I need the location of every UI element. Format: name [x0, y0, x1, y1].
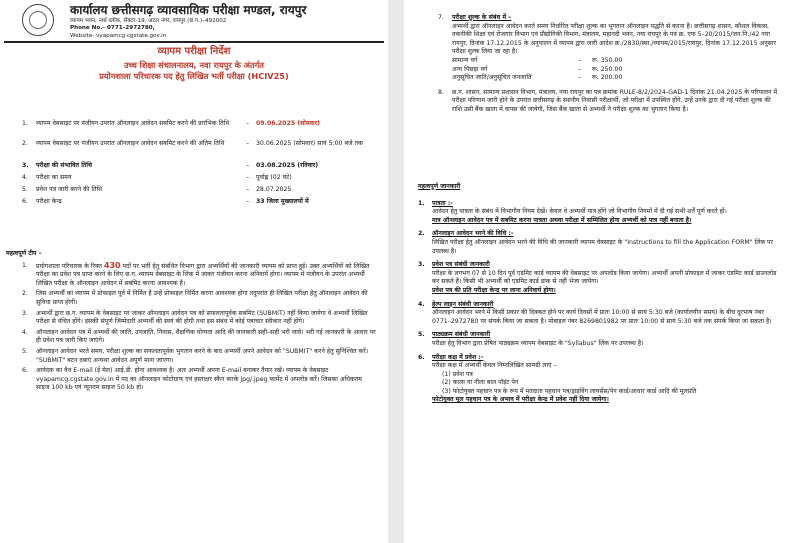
row-value: 09.06.2025 (सोमवार)	[256, 120, 321, 127]
schedule-table	[22, 120, 372, 210]
row-number: 1.	[22, 120, 28, 127]
note-item: 1. प्रयोगशाला परिचारक के रिक्त 430 पदों पर भर्ती हेतु संबंधित विभाग द्वारा अभ्यर्थियों की जानकारी व्यापम को प्राप्त हुई। उक्त अभ्यर्थियों को लिखित परीक्षा का प्रवेश पत्र प्राप्त करने के लिए छ.ग. व्यापम वेबसाइट के लिंक में जाकर पंजीयन करना अनिवार्य होगा। व्यापम में पंजीयन के उपरांत अभ्यर्थी लिखित परीक्षा के ऑनलाइन आवेदन में सबमिट करना आवश्यक है।	[22, 260, 370, 287]
allowed-item: (2) काला या नीला बाल पॉइंट पेन	[442, 379, 519, 387]
row-label: व्यापम वेबसाइट पर पंजीयन उपरांत ऑनलाइन आवेदन सबमिट करने की प्रारंभिक तिथि	[36, 120, 230, 127]
fee-section: 7. परीक्षा शुल्क के संबंध में – अभ्यर्थी द्वारा ऑनलाइन आवेदन करते समय निर्धारित परीक्षा शुल्क का भुगतान ऑनलाइन पद्धति से करना है। छत्तीसगढ़ शासन, कौशल विकास, तकनीकी शिक्षा एवं रोजगार विभाग एवं प्रौद्योगिकी विभाग, मंत्रालय, महानदी भवन, नया रायपुर के पत्र क्र. एफ 5–20/2015/जन.नि./42 नया रायपुर, दिनांक 17.12.2015 के अनुपालन में व्यापम द्वारा जारी आदेश क्र./2830/स्था./व्यापम/2015/रायपुर, दिनांक 17.12.2015 अनुसार परीक्षा शुल्क लिया जा रहा है। सामान्य वर्ग – रू. 350.00 अन्य पिछड़ा वर्ग – रू. 250.00 अनुसूचित जाति/अनुसूचित जनजाति – रू. 200.00 8. छ.ग. शासन, सामान्य प्रशासन विभाग, मंत्रालय, नया रायपुर का पत्र क्रमांक RULE-8/2/2024-GAD-1 दिनांक 21.04.2025 के परिपालन में परीक्षा परिणाम जारी होने के उपरांत छत्तीसगढ़ के स्थानीय निवासी परीक्षार्थी, जो परीक्षा में उपस्थित होंगे, उन्हें उनके द्वारा दी गई परीक्षा शुल्क की राशि उसी बैंक खाता में वापस की जायेगी, जिस बैंक खाता से अभ्यर्थी ने परीक्षा शुल्क का भुगतान किया है।	[438, 14, 782, 115]
row-value: 30.06.2025 (सोमवार) सायं 5:00 बजे तक	[256, 140, 363, 147]
office-header	[70, 3, 378, 40]
info-section: 3. प्रवेश पत्र संबंधी जानकारी परीक्षा के लगभग 07 से 10 दिन पूर्व एडमिट कार्ड व्यापम की वेबसाइट पर अपलोड किया जायेगा। अभ्यर्थी अपनी प्रोफाइल में जाकर एडमिट कार्ड डाउनलोड कर सकते हैं। किसी भी अभ्यर्थी को एडमिट कार्ड डाक से नहीं भेजा जायेगा। प्रवेश पत्र की प्रति परीक्षा केन्द्र पर लाना अनिवार्य होगा।	[418, 261, 777, 294]
header-rule	[4, 41, 384, 43]
note-item: 6. आवेदक का वैध E-mail (ई मेल) आई.डी. होना आवश्यक है। अतः अभ्यर्थी अपना E-mail बनाकर तैयार रखें। व्यापम के वेबसाइट vyapamcg.cgstate.gov.in में पद का ऑनलाइन फोटोग्राफ एवं हस्ताक्षर स्कैन करके jpg/.jpeg फार्मेट में अपलोड करें। जिसका अधिकतम साइज 100 kb एवं न्यूनतम साइज 50 kb हो।	[22, 367, 362, 392]
page-gap	[388, 0, 404, 543]
row-label: परीक्षा का समय	[36, 174, 72, 181]
org-name: कार्यालय छत्तीसगढ़ व्यावसायिक परीक्षा मण्डल, रायपुर	[70, 3, 307, 17]
info-section: 6. परीक्षा कक्ष में प्रवेश :- परीक्षा कक्ष में अभ्यर्थी केवल निम्नलिखित सामग्री लाएं – (1) प्रवेश पत्र (2) काला या नीला बाल पॉइंट पेन (3) फोटोयुक्त पहचान पत्र के रूप में मतदाता पहचान पत्र/ड्राइविंग लायसेंस/पेन कार्ड/आधार कार्ड आदि की मूलप्रति फोटोयुक्त मूल पहचान पत्र के अभाव में परीक्षा केन्द्र में प्रवेश नहीं दिया जायेगा।	[418, 354, 782, 406]
org-phone: Phone No.– 0771–2972780,	[70, 25, 155, 32]
fee-list	[452, 57, 782, 83]
info-section: 1. पात्रता :- आवेदन हेतु पात्रता के संबंध में विभागीय नियम देखें। केवल वे अभ्यर्थी पात्र होंगे जो विभागीय नियमों में दी गई सभी शर्तें पूर्ण करते हों। मात्र ऑनलाइन आवेदन पत्र में सबमिट करना पात्रता अथवा परीक्षा में सम्मिलित होना अभ्यर्थी को पात्र नहीं बनाता है।	[418, 199, 727, 224]
allowed-item: (3) फोटोयुक्त पहचान पत्र के रूप में मतदाता पहचान पत्र/ड्राइविंग लायसेंस/पेन कार्ड/आधार कार्ड आदि की मूलप्रति	[442, 387, 697, 395]
notice-subtitle-2: प्रयोगशाला परिचारक पद हेतु लिखित भर्ती परीक्षा (HCIV25)	[99, 71, 289, 81]
info-section: 4. हेल्प लाइन संबंधी जानकारी ऑनलाइन आवेदन भरने में किसी प्रकार की दिक्कत होने पर कार्य दिवसों में प्रातः 10:00 से सायं 5:30 बजे (कार्यालयीन समय) के बीच दूरभाष नंबर 0771–2972780 पर संपर्क किया जा सकता है। मोबाइल नंबर 8269801982 पर प्रातः 10:00 से सायं 5:30 बजे तक संपर्क किया जा सकता है।	[418, 300, 772, 325]
fee-intro: अभ्यर्थी द्वारा ऑनलाइन आवेदन करते समय निर्धारित परीक्षा शुल्क का भुगतान ऑनलाइन पद्धति से करना है। छत्तीसगढ़ शासन, कौशल विकास, तकनीकी शिक्षा एवं रोजगार विभाग एवं प्रौद्योगिकी विभाग, मंत्रालय, महानदी भवन, नया रायपुर के पत्र क्र. एफ 5–20/2015/जन.नि./42 नया रायपुर, दिनांक 17.12.2015 के अनुपालन में व्यापम द्वारा जारी आदेश क्र./2830/स्था./व्यापम/2015/रायपुर, दिनांक 17.12.2015 अनुसार परीक्षा शुल्क लिया जा रहा है।	[452, 22, 777, 56]
org-address: व्यापम भवन, नार्थ ब्लॉक, सेक्टर-19, अटल नगर, रायपुर (छ.ग.)–492002	[70, 18, 227, 24]
info-section: 5. पाठ्यक्रम संबंधी जानकारी परीक्षा हेतु विभाग द्वारा प्रेषित पाठ्यक्रम व्यापम वेबसाइट के "Syllabus" लिंक पर उपलब्ध है।	[418, 331, 644, 347]
vacancy-count: 430	[103, 260, 121, 270]
fee-row: अनुसूचित जाति/अनुसूचित जनजाति – रू. 200.00	[452, 74, 623, 82]
row-label: व्यापम वेबसाइट पर पंजीयन उपरांत ऑनलाइन आवेदन सबमिट करने की अंतिम तिथि	[36, 140, 225, 147]
fee-row: अन्य पिछड़ा वर्ग – रू. 250.00	[452, 65, 623, 73]
allowed-item: (1) प्रवेश पत्र	[442, 370, 473, 378]
refund-note: 8. छ.ग. शासन, सामान्य प्रशासन विभाग, मंत्रालय, नया रायपुर का पत्र क्रमांक RULE-8/2/2024-GAD-1 दिनांक 21.04.2025 के परिपालन में परीक्षा परिणाम जारी होने के उपरांत छत्तीसगढ़ के स्थानीय निवासी परीक्षार्थी, जो परीक्षा में उपस्थित होंगे, उन्हें उनके द्वारा दी गई परीक्षा शुल्क की राशि उसी बैंक खाता में वापस की जायेगी, जिस बैंक खाता से अभ्यर्थी ने परीक्षा शुल्क का भुगतान किया है।	[438, 88, 778, 113]
schedule-row: 3. परीक्षा की संभावित तिथि – 03.08.2025 (रविवार)	[22, 162, 372, 174]
row-value: 28.07.2025	[256, 186, 292, 193]
info-section: 2. ऑनलाइन आवेदन भरने की विधि :- लिखित परीक्षा हेतु ऑनलाइन आवेदन भरने की विधि की जानकारी व्यापम वेबसाइट के "Instructions to fill the Application FORM" लिंक पर उपलब्ध है।	[418, 230, 774, 255]
fee-row: सामान्य वर्ग – रू. 350.00	[452, 56, 623, 64]
row-value: 33 जिला मुख्यालयों में	[256, 198, 309, 205]
final-warning: फोटोयुक्त मूल पहचान पत्र के अभाव में परीक्षा केन्द्र में प्रवेश नहीं दिया जायेगा।	[432, 396, 609, 404]
schedule-row: 1. व्यापम वेबसाइट पर पंजीयन उपरांत ऑनलाइन आवेदन सबमिट करने की प्रारंभिक तिथि – 09.06.2025 (सोमवार)	[22, 120, 372, 140]
notice-title: व्यापम परीक्षा निर्देश	[157, 46, 231, 57]
schedule-row: 5. प्रवेश पत्र जारी करने की तिथि – 28.07.2025	[22, 186, 372, 198]
row-value: 03.08.2025 (रविवार)	[256, 162, 319, 169]
row-number: 3.	[22, 162, 29, 169]
note-item: 5. ऑनलाइन आवेदन भरते समय, परीक्षा शुल्क का सफलतापूर्वक भुगतान करने के बाद अभ्यर्थी अपने आवेदन को "SUBMIT" करने हेतु सुनिश्चित करें। "SUBMIT" बटन दबाएं अन्यथा आवेदन अपूर्ण माना जाएगा।	[22, 347, 369, 364]
row-number: 6.	[22, 198, 28, 205]
important-notes	[6, 250, 376, 393]
fee-heading: परीक्षा शुल्क के संबंध में –	[452, 14, 512, 21]
note-item: 3. अभ्यर्थी द्वारा छ.ग. व्यापम के वेबसाइट पर जाकर ऑनलाइन आवेदन पत्र को सफलतापूर्वक सबमिट (SUBMIT) नहीं किया जायेगा वे अभ्यर्थी लिखित परीक्षा से वंचित होंगे। इसकी संपूर्ण जिम्मेदारी अभ्यर्थी की स्वयं की होगी तथा इस संबंध में कोई पत्राचार स्वीकार नहीं होंगे।	[22, 309, 368, 326]
row-value: पूर्वाह्न (02 घंटे)	[256, 174, 292, 181]
important-info	[418, 183, 782, 405]
notice-subtitle-1: उच्च शिक्षा संचालनालय, नवा रायपुर के अंतर्गत	[124, 60, 264, 70]
org-website: Website- vyapamcg.cgstate.gov.in	[70, 32, 167, 39]
schedule-row: 4. परीक्षा का समय – पूर्वाह्न (02 घंटे)	[22, 174, 372, 186]
row-number: 2.	[22, 140, 28, 147]
row-label: परीक्षा की संभावित तिथि	[36, 162, 92, 169]
note-item: 4. ऑनलाइन आवेदन पत्र में अभ्यर्थी की जाति, उपजाति, निवास, शैक्षणिक योग्यता आदि की जानकारी सही–सही भरी जावे। भरी गई जानकारी के आधार पर ही प्रवेश पत्र जारी किए जाएंगे।	[22, 328, 376, 345]
row-number: 5.	[22, 186, 28, 193]
notes-heading: महत्वपूर्ण टीप –	[6, 250, 42, 257]
note-item: 2. जिस अभ्यर्थी का व्यापम में प्रोफाइल पूर्व में निर्मित है उन्हें प्रोफाइल निर्मित करना आवश्यक होगा तदुपरांत ही लिखित परीक्षा हेतु ऑनलाइन आवेदन की सुविधा प्राप्त होगी।	[22, 290, 368, 306]
schedule-row: 2. व्यापम वेबसाइट पर पंजीयन उपरांत ऑनलाइन आवेदन सबमिट करने की अंतिम तिथि – 30.06.2025 (सोमवार) सायं 5:00 बजे तक	[22, 140, 372, 162]
document-page-right	[404, 0, 792, 543]
vyapam-logo	[22, 4, 54, 36]
row-label: प्रवेश पत्र जारी करने की तिथि	[36, 186, 103, 193]
row-number: 4.	[22, 174, 28, 181]
schedule-row: 6. परीक्षा केन्द्र – 33 जिला मुख्यालयों में	[22, 198, 372, 210]
document-page-left	[0, 0, 388, 543]
important-heading: महत्वपूर्ण जानकारी	[418, 183, 461, 190]
row-label: परीक्षा केन्द्र	[36, 198, 62, 205]
